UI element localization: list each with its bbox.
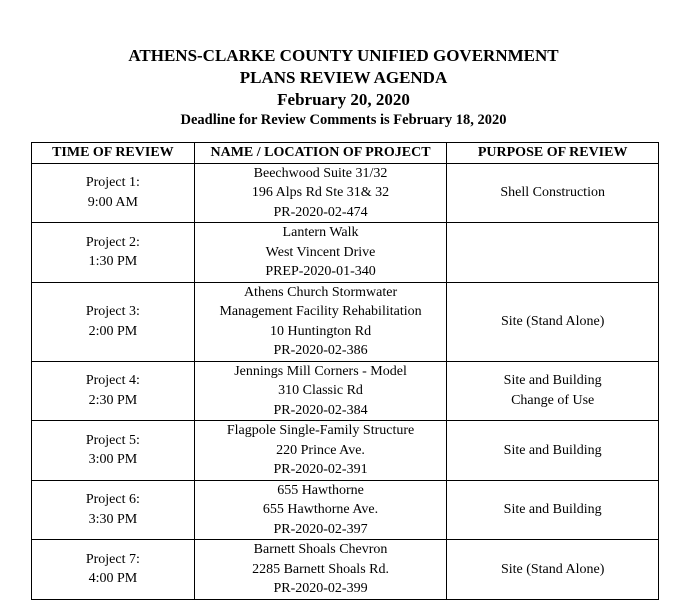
- project-detail-line: PR-2020-02-474: [273, 204, 368, 220]
- project-number: Project 6:: [85, 492, 140, 508]
- project-cell: [194, 421, 447, 481]
- project-cell: [194, 282, 447, 361]
- project-number: Project 2:: [85, 234, 140, 250]
- purpose-cell: [447, 540, 659, 600]
- project-detail-line: 655 Hawthorne Ave.: [262, 502, 379, 517]
- project-detail-line: 655 Hawthorne: [277, 482, 364, 498]
- project-detail-line: Athens Church Stormwater: [243, 284, 398, 300]
- review-time: 1:30 PM: [88, 254, 138, 270]
- table-row: [32, 163, 659, 223]
- time-cell: [32, 480, 195, 540]
- project-cell: [194, 163, 447, 223]
- project-detail-line: 220 Prince Ave.: [276, 442, 365, 458]
- column-header-purpose: PURPOSE OF REVIEW: [447, 143, 659, 164]
- project-detail-line: PREP-2020-01-340: [265, 264, 376, 279]
- purpose-cell: [447, 223, 659, 283]
- table-row: [32, 480, 659, 540]
- purpose-line: Site and Building: [503, 442, 602, 458]
- organization-title: ATHENS-CLARKE COUNTY UNIFIED GOVERNMENT: [128, 46, 559, 65]
- project-detail-line: West Vincent Drive: [265, 244, 376, 260]
- project-detail-line: PR-2020-02-386: [273, 343, 368, 358]
- time-cell: [32, 421, 195, 481]
- project-detail-line: PR-2020-02-397: [273, 521, 368, 537]
- table-row: [32, 361, 659, 421]
- project-detail-line: Barnett Shoals Chevron: [253, 542, 388, 557]
- purpose-cell: [447, 163, 659, 223]
- review-time: 4:00 PM: [88, 571, 138, 587]
- time-cell: [32, 282, 195, 361]
- project-detail-line: Flagpole Single-Family Structure: [226, 423, 415, 438]
- project-number: Project 5:: [85, 432, 140, 448]
- project-detail-line: Lantern Walk: [282, 225, 359, 240]
- project-detail-line: 310 Classic Rd: [278, 383, 363, 398]
- purpose-cell: [447, 480, 659, 540]
- purpose-line: Site and Building: [503, 502, 602, 517]
- project-detail-line: Management Facility Rehabilitation: [219, 304, 422, 319]
- time-cell: [32, 361, 195, 421]
- project-detail-line: PR-2020-02-391: [273, 462, 368, 477]
- column-header-name-location: NAME / LOCATION OF PROJECT: [194, 143, 447, 164]
- review-time: 3:00 PM: [88, 452, 138, 468]
- table-row: [32, 540, 659, 600]
- purpose-line: Site (Stand Alone): [500, 561, 605, 577]
- project-detail-line: PR-2020-02-399: [273, 581, 368, 596]
- project-number: Project 1:: [85, 175, 140, 191]
- table-row: [32, 421, 659, 481]
- review-deadline: Deadline for Review Comments is February 18, 2020: [180, 112, 507, 128]
- review-time: 9:00 AM: [87, 194, 138, 210]
- agenda-table: [31, 142, 659, 600]
- purpose-line: Shell Construction: [500, 185, 605, 200]
- table-row: [32, 223, 659, 283]
- purpose-line: Change of Use: [511, 392, 595, 408]
- purpose-cell: [447, 361, 659, 421]
- purpose-line: Site (Stand Alone): [500, 313, 605, 329]
- review-time: 3:30 PM: [88, 511, 138, 527]
- project-number: Project 4:: [85, 373, 140, 389]
- project-detail-line: PR-2020-02-384: [273, 402, 368, 418]
- agenda-title: PLANS REVIEW AGENDA: [239, 68, 448, 87]
- purpose-line: Site and Building: [503, 373, 602, 389]
- agenda-date: February 20, 2020: [277, 90, 410, 109]
- project-cell: [194, 480, 447, 540]
- time-cell: [32, 540, 195, 600]
- table-row: [32, 282, 659, 361]
- project-cell: [194, 540, 447, 600]
- purpose-cell: [447, 282, 659, 361]
- table-header-row: [32, 143, 659, 164]
- time-cell: [32, 223, 195, 283]
- review-time: 2:00 PM: [88, 323, 138, 339]
- project-number: Project 3:: [85, 304, 140, 319]
- project-detail-line: 10 Huntington Rd: [269, 323, 372, 339]
- time-cell: [32, 163, 195, 223]
- purpose-cell: [447, 421, 659, 481]
- project-detail-line: 196 Alps Rd Ste 31& 32: [251, 185, 390, 200]
- project-detail-line: Beechwood Suite 31/32: [253, 165, 388, 181]
- project-detail-line: 2285 Barnett Shoals Rd.: [252, 561, 389, 577]
- project-detail-line: Jennings Mill Corners - Model: [234, 363, 407, 379]
- project-cell: [194, 223, 447, 283]
- project-cell: [194, 361, 447, 421]
- review-time: 2:30 PM: [88, 392, 138, 408]
- column-header-time: TIME OF REVIEW: [32, 143, 195, 164]
- project-number: Project 7:: [85, 551, 140, 567]
